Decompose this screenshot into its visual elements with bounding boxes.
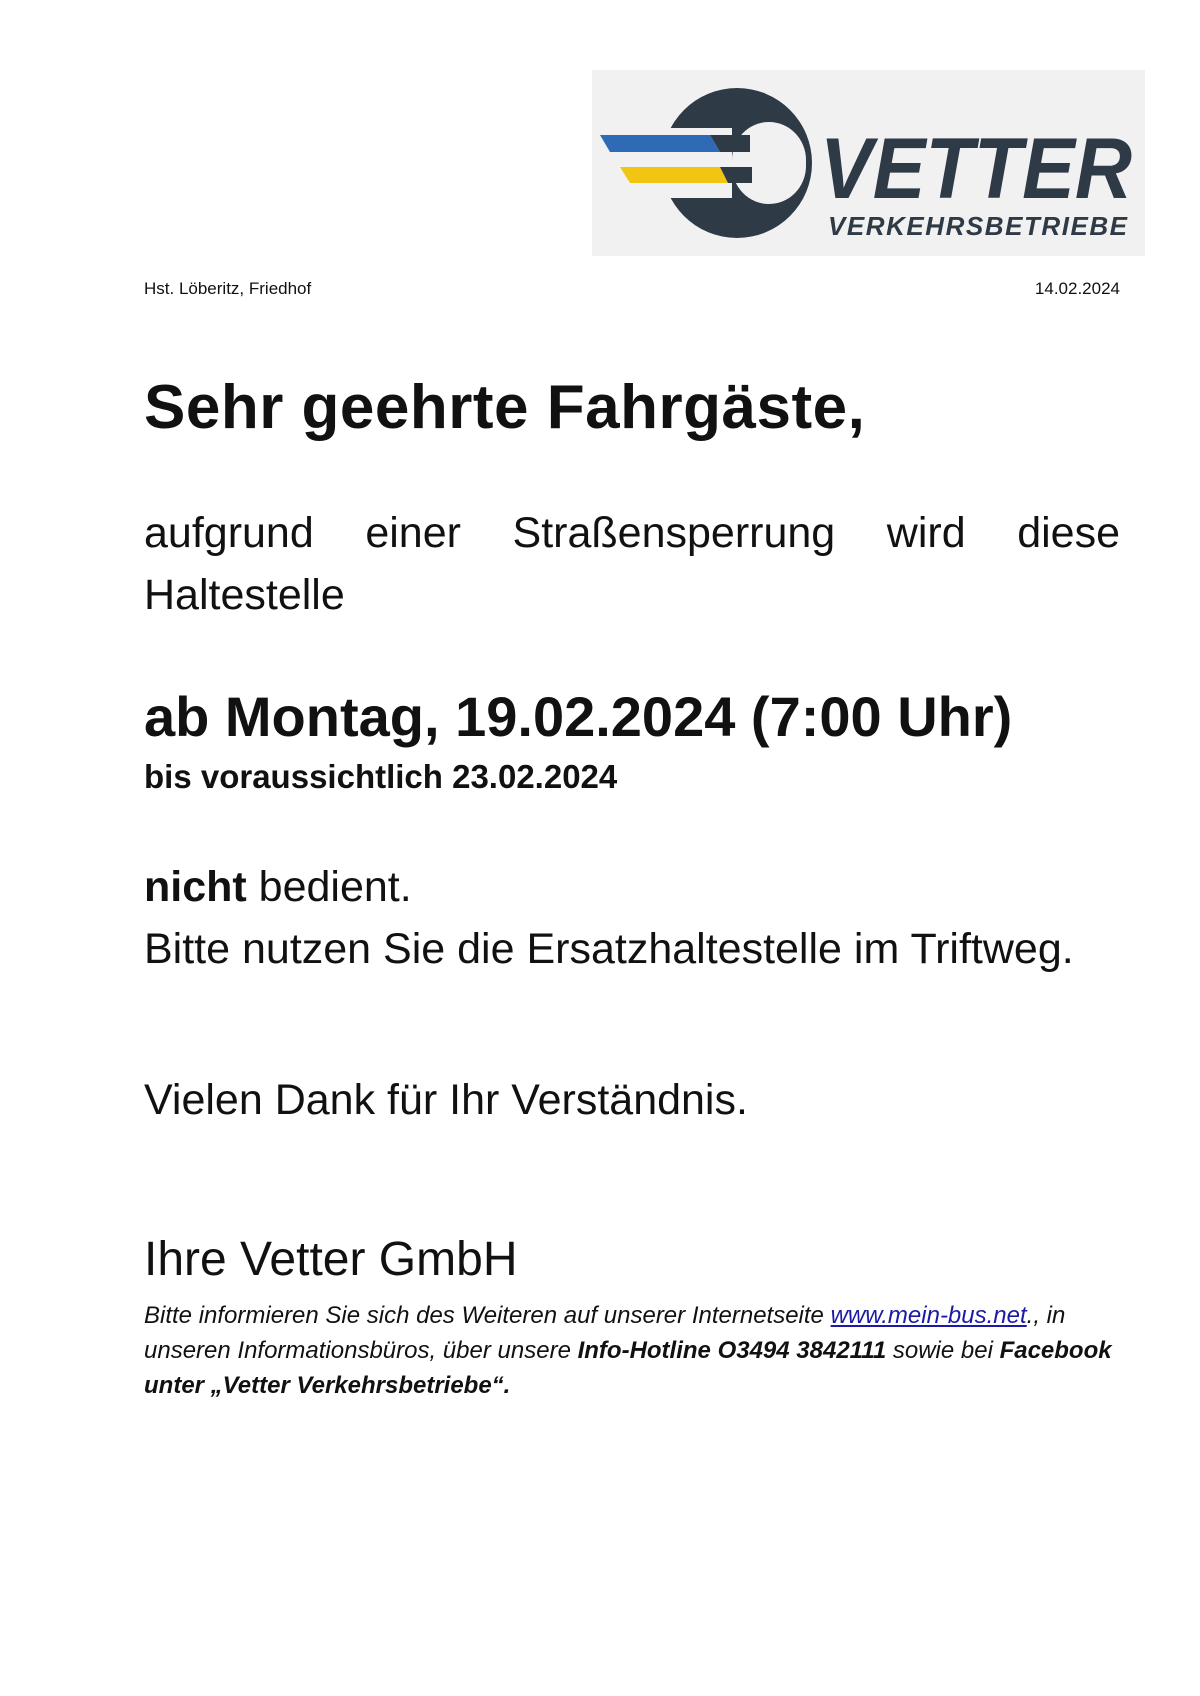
facebook-text: Facebook unter „Vetter Verkehrsbetriebe“. [144, 1337, 1112, 1399]
hotline-text: Info-Hotline O3494 3842111 [577, 1337, 887, 1364]
alternative-stop-text: Bitte nutzen Sie die Ersatzhaltestelle im Triftweg. [144, 925, 1074, 973]
info-text-1: Bitte informieren Sie sich des Weiteren auf unserer Internetseite [144, 1302, 831, 1329]
intro-paragraph: aufgrund einer Straßensperrung wird diese Haltestelle [144, 509, 1120, 619]
vetter-logo [592, 70, 1145, 256]
not-word: nicht [144, 863, 247, 911]
website-link[interactable]: www.mein-bus.net [830, 1302, 1027, 1329]
stop-name: Hst. Löberitz, Friedhof [144, 279, 312, 298]
salutation-heading: Sehr geehrte Fahrgäste, [144, 373, 866, 442]
info-text-3: sowie bei [886, 1337, 1000, 1364]
logo-yellow-stripe [620, 167, 728, 183]
info-text-2: ., in unseren Informationsbüros, über unsere [144, 1302, 1066, 1364]
logo-blue-stripe [600, 135, 720, 152]
start-date-line: ab Montag, 19.02.2024 (7:00 Uhr) [144, 685, 1013, 748]
served-text: bedient. [246, 863, 412, 911]
thanks-line: Vielen Dank für Ihr Verständnis. [144, 1076, 748, 1124]
end-date-line: bis voraussichtlich 23.02.2024 [144, 758, 618, 795]
info-footer [144, 1298, 1134, 1403]
logo-brand-text: VETTER [820, 121, 1132, 217]
logo-tagline-text: VERKEHRSBETRIEBE [828, 211, 1130, 241]
not-served-paragraph [144, 856, 1120, 980]
signature: Ihre Vetter GmbH [144, 1233, 518, 1286]
notice-date: 14.02.2024 [1034, 279, 1120, 298]
